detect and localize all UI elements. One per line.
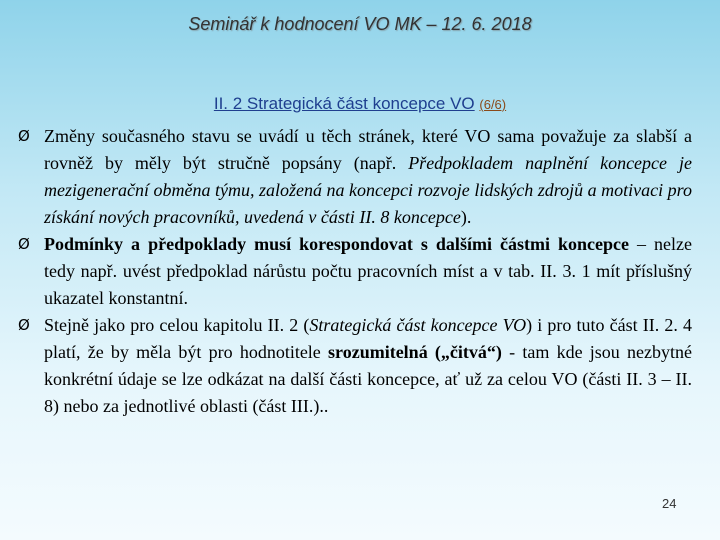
- bullet-italic-example: Předpokladem naplnění koncepce je mezigenerační obměna týmu, založená na koncepci rozvoje lidských zdrojů a motivaci pro získání nových pracovníků, uvedená v části II. 8 koncepce: [44, 153, 692, 227]
- bullet-text-segment: Změny současného stavu se uvádí u těch stránek, které VO sama považuje za slabší a rovněž by měly být stručně popsány (např.: [44, 126, 692, 173]
- bullet-list: [18, 123, 692, 420]
- page-number: 24: [662, 496, 677, 511]
- bullet-text: [44, 123, 692, 231]
- section-title-text: II. 2 Strategická část koncepce VO: [213, 94, 475, 113]
- bullet-item-conditions: [18, 231, 692, 312]
- section-page-indicator: (6/6): [479, 97, 507, 112]
- bullet-bold-segment: srozumitelná („čitvá“): [328, 342, 502, 362]
- bullet-text-segment: Stejně jako pro celou kapitolu II. 2 (: [44, 315, 310, 335]
- section-title: [0, 94, 720, 114]
- bullet-text-segment: – nelze tedy např. uvést předpoklad nárůstu počtu pracovních míst a v tab. II. 3. 1 mít příslušný ukazatel konstantní.: [44, 234, 692, 308]
- bullet-item-changes: [18, 123, 692, 231]
- bullet-italic-segment: Strategická část koncepce VO: [309, 315, 527, 335]
- bullet-text: [44, 312, 692, 420]
- bullet-bold-segment: Podmínky a předpoklady musí korespondovat s dalšími částmi koncepce: [44, 234, 629, 254]
- bullet-item-clarity: [18, 312, 692, 420]
- bullet-text-segment: ) i pro tuto část II. 2. 4 platí, že by měla být pro hodnotitele: [44, 315, 693, 362]
- arrow-bullet-icon: Ø: [18, 127, 30, 145]
- bullet-text-segment: - tam kde jsou nezbytné konkrétní údaje se lze odkázat na další části koncepce, ať už za celou VO (části II. 3 – II. 8) nebo za jednotlivé oblasti (část III.)..: [44, 342, 692, 416]
- bullet-text: [44, 231, 692, 312]
- arrow-bullet-icon: Ø: [18, 316, 30, 334]
- slide-header-title: Seminář k hodnocení VO MK – 12. 6. 2018: [188, 14, 532, 34]
- arrow-bullet-icon: Ø: [18, 235, 30, 253]
- bullet-text-segment: ).: [460, 207, 472, 227]
